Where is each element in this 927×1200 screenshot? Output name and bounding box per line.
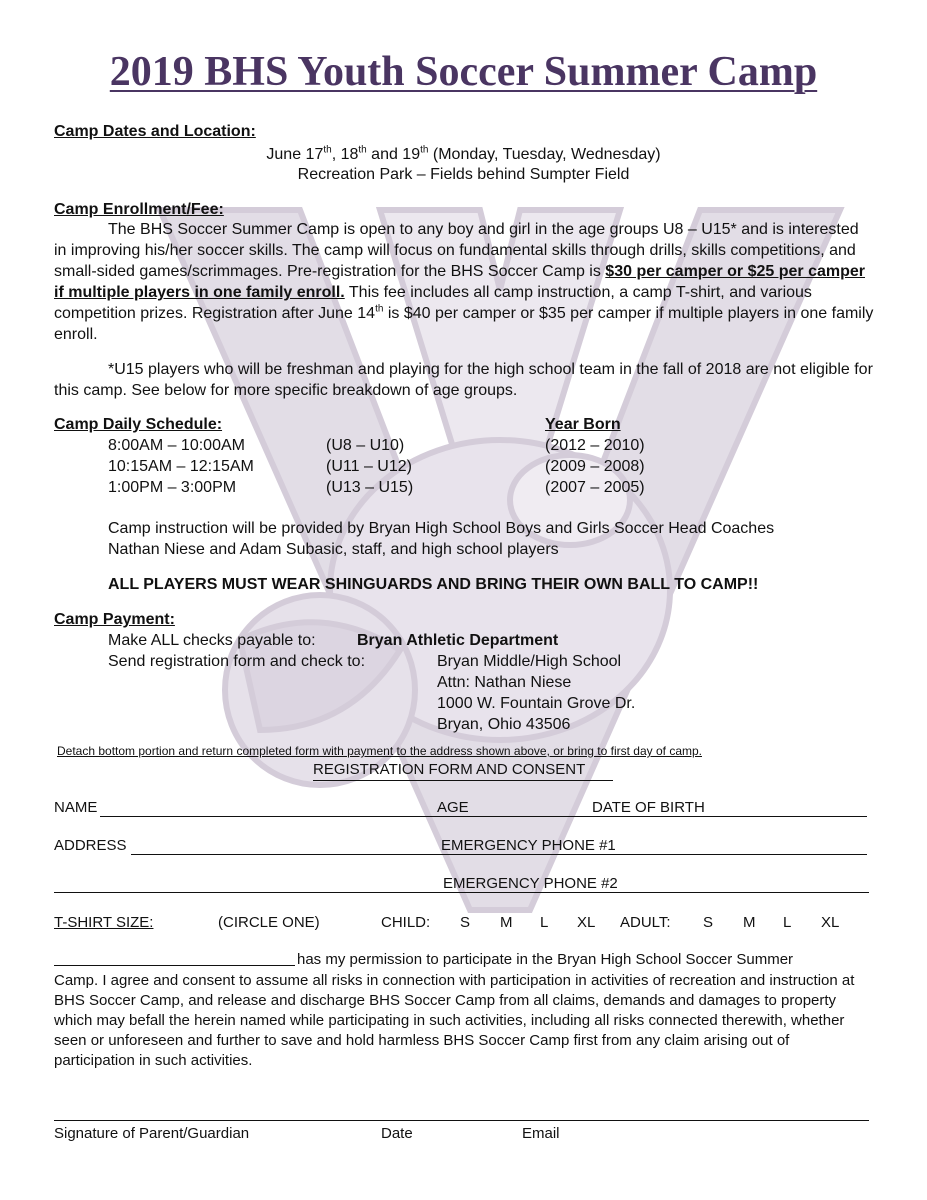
tshirt-label: T-SHIRT SIZE: [54,914,154,931]
child-size-option[interactable]: M [500,914,513,931]
name-field-line[interactable] [100,816,867,817]
instruction-line-2: Nathan Niese and Adam Subasic, staff, and high school players [108,541,559,558]
address-label: ADDRESS [54,837,127,854]
adult-label: ADULT: [620,914,671,931]
consent-first-line: has my permission to participate in the Bryan High School Soccer Summer [297,951,794,968]
schedule-group: (U8 – U10) [326,437,405,454]
year-born-header: Year Born [545,416,621,433]
address-line: Bryan Middle/High School [437,653,622,670]
address-line: Attn: Nathan Niese [437,674,572,691]
address-line: Bryan, Ohio 43506 [437,716,571,733]
schedule-header: Camp Daily Schedule: [54,416,223,433]
enrollment-header: Camp Enrollment/Fee: [54,201,224,218]
date-suffix-3: th [420,144,429,156]
schedule-time: 1:00PM – 3:00PM [108,479,237,496]
form-heading: REGISTRATION FORM AND CONSENT [313,761,586,778]
camp-location: Recreation Park – Fields behind Sumpter Field [297,166,630,183]
phone2-label: EMERGENCY PHONE #2 [443,875,618,892]
detach-instruction: Detach bottom portion and return completed form with payment to the address shown above, or bring to first day of camp. [57,744,702,758]
schedule-years: (2012 – 2010) [545,437,645,454]
address-field-line[interactable] [131,854,867,855]
checks-payee: Bryan Athletic Department [357,632,559,649]
address-line: 1000 W. Fountain Grove Dr. [437,695,636,712]
date-days: (Monday, Tuesday, Wednesday) [428,146,661,163]
date-label: Date [381,1125,413,1142]
enrollment-sup: th [375,303,384,315]
camp-dates [0,146,927,164]
dates-header: Camp Dates and Location: [54,123,256,140]
adult-size-option[interactable]: XL [821,914,840,931]
payment-header: Camp Payment: [54,611,175,628]
date-18: , 18 [331,146,359,163]
date-june: June 17 [266,146,324,163]
fee-highlight: $30 per camper or $25 per camper if multiple players in one family enroll. [54,263,865,301]
circle-one: (CIRCLE ONE) [218,914,320,931]
phone1-label: EMERGENCY PHONE #1 [441,837,616,854]
adult-size-option[interactable]: L [783,914,792,931]
child-size-option[interactable]: S [460,914,471,931]
instruction-line-1: Camp instruction will be provided by Bryan High School Boys and Girls Soccer Head Coaches [108,520,775,537]
schedule-years: (2009 – 2008) [545,458,645,475]
u15-note [54,359,874,401]
age-label: AGE [437,799,469,816]
child-size-option[interactable]: L [540,914,549,931]
enrollment-paragraph [54,219,874,345]
u15-note-text: *U15 players who will be freshman and playing for the high school team in the fall of 2018 are not eligible for this camp. See below for more specific breakdown of age groups. [54,361,873,399]
schedule-time: 8:00AM – 10:00AM [108,437,245,454]
consent-text: Camp. I agree and consent to assume all risks in connection with participation in activities of recreation and instruction at BHS Soccer Camp, and release and discharge BHS Soccer Camp from all claims, demands and damages to property which may befall the herein named while participating in such activities, including all risks connected therewith, whether seen or unforeseen and further to save and hold harmless BHS Soccer Camp first from any claim arising out of participation in such activities. [54,972,855,1069]
page-title: 2019 BHS Youth Soccer Summer Camp [109,49,818,95]
dob-label: DATE OF BIRTH [592,799,705,816]
date-19: and 19 [366,146,421,163]
date-suffix-1: th [323,144,332,156]
adult-size-option[interactable]: M [743,914,756,931]
date-suffix-2: th [358,144,367,156]
adult-size-option[interactable]: S [703,914,714,931]
send-label: Send registration form and check to: [108,653,366,670]
shinguards-notice: ALL PLAYERS MUST WEAR SHINGUARDS AND BRING THEIR OWN BALL TO CAMP!! [108,576,759,593]
checks-label: Make ALL checks payable to: [108,632,316,649]
child-label: CHILD: [381,914,431,931]
schedule-time: 10:15AM – 12:15AM [108,458,254,475]
signature-label: Signature of Parent/Guardian [54,1125,250,1142]
enrollment-text-d: is $40 per camper or $35 per camper if multiple players in one family enroll. [54,305,874,343]
name-label: NAME [54,799,98,816]
signature-line[interactable] [54,1120,869,1121]
phone2-field-line[interactable] [54,892,869,893]
enrollment-text-c: This fee includes all camp instruction, a camp T-shirt, and various competition prizes. Registration after June 14 [54,284,812,322]
schedule-years: (2007 – 2005) [545,479,645,496]
enrollment-text-a: The BHS Soccer Summer Camp is open to any boy and girl in the age groups U8 – U15* and is interested in improving his/her soccer skills. The camp will focus on fundamental skills through drills, skills competitions, and small-sided games/scrimmages. Pre-registration for the BHS Soccer Camp is [54,221,859,280]
schedule-group: (U13 – U15) [326,479,414,496]
participant-name-line[interactable] [54,965,295,966]
schedule-group: (U11 – U12) [326,458,412,475]
email-label: Email [522,1125,560,1142]
form-heading-underline [313,780,613,781]
child-size-option[interactable]: XL [577,914,596,931]
